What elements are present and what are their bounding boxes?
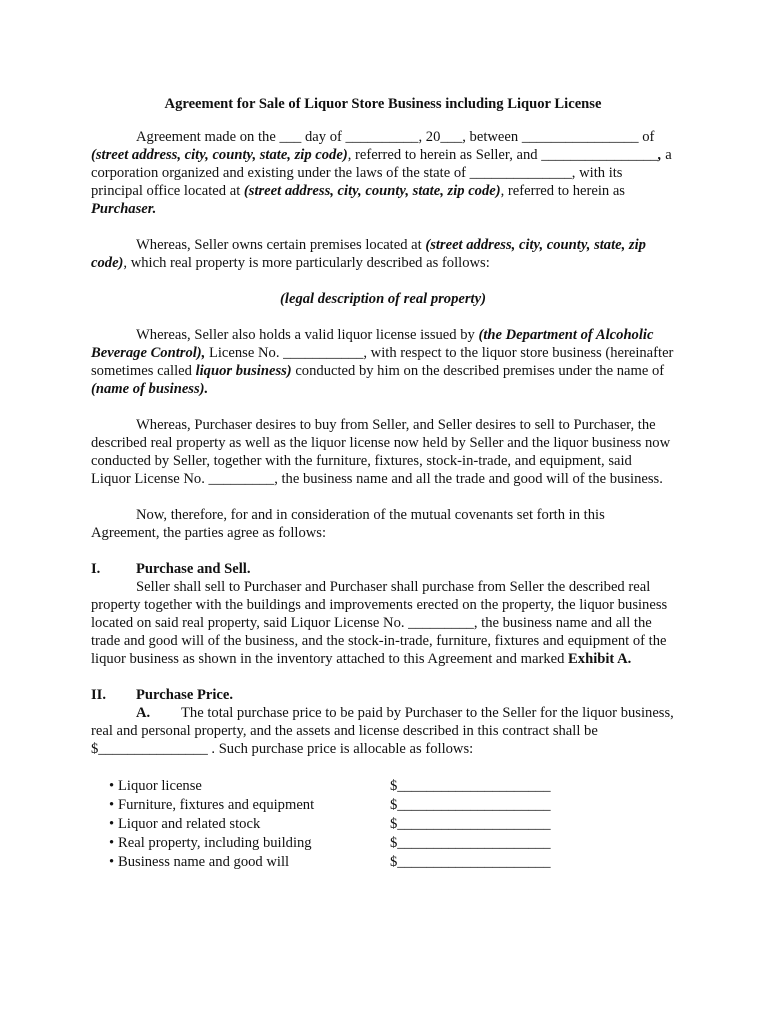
subsection-letter: A. bbox=[136, 705, 151, 721]
section-2-heading bbox=[91, 686, 675, 704]
p3-text: License No. ___________, with respect to the liquor store business (hereinafter sometimes called bbox=[91, 345, 674, 379]
allocation-amount-blank: $_____________________ bbox=[390, 777, 551, 794]
allocation-amount-blank: $_____________________ bbox=[390, 796, 551, 813]
bullet-icon bbox=[91, 853, 118, 871]
section-title: Purchase and Sell. bbox=[136, 561, 251, 577]
allocation-amount-blank: $_____________________ bbox=[390, 815, 551, 832]
whereas-purchaser-paragraph: Whereas, Purchaser desires to buy from Seller, and Seller desires to sell to Purchaser, the described real property as well as the liquor license now held by Seller and the liquor business now conducted by Seller, together with the furniture, fixtures, stock-in-trade, and equipment, said Liquor License No. _________, the business name and all the trade and good will of the business. bbox=[91, 417, 671, 487]
section-2a-paragraph bbox=[91, 704, 675, 758]
purchaser-address-placeholder: (street address, city, county, state, zip code) bbox=[243, 183, 501, 199]
p1-text: , referred to herein as Seller, and ________________ bbox=[347, 147, 658, 163]
section-number: I. bbox=[91, 561, 101, 577]
list-item bbox=[91, 795, 675, 814]
whereas-license-paragraph bbox=[91, 326, 675, 398]
allocation-label: Furniture, fixtures and equipment bbox=[118, 796, 315, 813]
premises-address-placeholder: (street address, city, county, state, zip code) bbox=[91, 237, 646, 271]
list-item bbox=[91, 814, 675, 833]
liquor-business-term: liquor business) bbox=[195, 363, 292, 379]
allocation-amount-blank: $_____________________ bbox=[390, 834, 551, 851]
allocation-label: Business name and good will bbox=[118, 853, 290, 870]
p2-text: , which real property is more particularly described as follows: bbox=[123, 255, 490, 271]
list-item bbox=[91, 833, 675, 852]
allocation-label: Real property, including building bbox=[118, 834, 312, 851]
p2-text: Whereas, Seller owns certain premises located at bbox=[136, 237, 426, 253]
p1-text: a corporation organized and existing under the laws of the state of ______________, with its principal office located at bbox=[91, 147, 672, 199]
section-title: Purchase Price. bbox=[136, 687, 233, 703]
section-2a-text: The total purchase price to be paid by Purchaser to the Seller for the liquor business, real and personal property, and the assets and license described in this contract shall be $_______________ . Such purchase price is allocable as follows: bbox=[91, 705, 674, 757]
section-1-text: Seller shall sell to Purchaser and Purchaser shall purchase from Seller the described real property together with the buildings and improvements erected on the property, the liquor business located on said real property, said Liquor License No. _________, the business name and all the trade and good will of the business, and the stock-in-trade, furniture, fixtures and equipment of the liquor business as shown in the inventory attached to this Agreement and marked bbox=[91, 579, 668, 667]
business-name-placeholder: (name of business). bbox=[91, 381, 209, 397]
seller-address-placeholder: (street address, city, county, state, zip code) bbox=[91, 147, 348, 163]
p1-text: Agreement made on the ___ day of __________, 20___, between ________________ of bbox=[136, 129, 655, 145]
agreement-parties-paragraph bbox=[91, 128, 675, 218]
p3-text: conducted by him on the described premises under the name of bbox=[291, 363, 665, 379]
p1-text: , referred to herein as bbox=[500, 183, 625, 199]
now-therefore-paragraph: Now, therefore, for and in consideration of the mutual covenants set forth in this Agreement, the parties agree as follows: bbox=[91, 507, 605, 541]
bullet-icon bbox=[91, 796, 118, 814]
exhibit-reference: Exhibit A. bbox=[568, 651, 632, 667]
whereas-premises-paragraph bbox=[91, 236, 675, 272]
price-allocation-list bbox=[91, 776, 675, 871]
allocation-amount-blank: $_____________________ bbox=[390, 853, 551, 870]
section-1-body bbox=[91, 578, 675, 668]
section-number: II. bbox=[91, 687, 107, 703]
issuing-agency-placeholder: (the Department of Alcoholic Beverage Control), bbox=[91, 327, 654, 361]
bullet-icon bbox=[91, 815, 118, 833]
allocation-label: Liquor license bbox=[118, 777, 202, 794]
section-1-heading bbox=[91, 560, 675, 578]
purchaser-term: Purchaser. bbox=[91, 201, 157, 217]
p3-text: Whereas, Seller also holds a valid liquor license issued by bbox=[136, 327, 479, 343]
document-body bbox=[91, 95, 675, 871]
allocation-label: Liquor and related stock bbox=[118, 815, 261, 832]
document-title: Agreement for Sale of Liquor Store Business including Liquor License bbox=[164, 96, 602, 112]
bullet-icon bbox=[91, 777, 118, 795]
list-item bbox=[91, 776, 675, 795]
legal-description-placeholder: (legal description of real property) bbox=[280, 291, 486, 307]
bullet-icon bbox=[91, 834, 118, 852]
list-item bbox=[91, 852, 675, 871]
p1-comma: , bbox=[657, 147, 662, 163]
